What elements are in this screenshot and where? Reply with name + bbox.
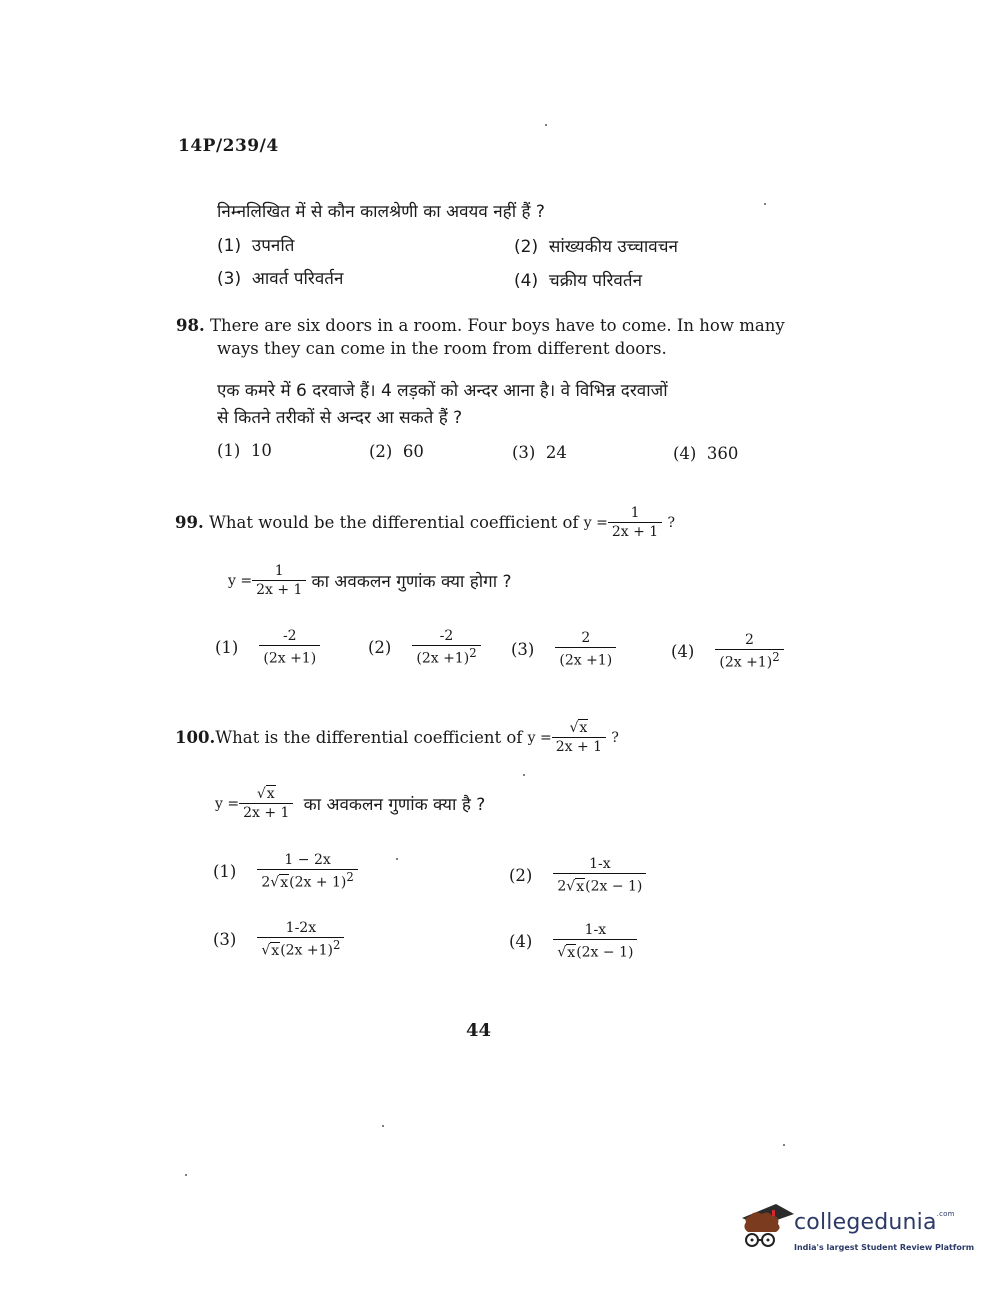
page-number: 44 bbox=[466, 1020, 492, 1041]
sqrt-sign: √ bbox=[256, 786, 266, 802]
fraction-denominator bbox=[259, 645, 320, 667]
q100-text-hi: का अवकलन गुणांक क्या है ? bbox=[303, 795, 486, 816]
denominator-text: (2x − 1) bbox=[576, 944, 634, 961]
q99-question bbox=[175, 505, 675, 540]
q100-question-hi bbox=[215, 786, 485, 821]
q100-option-1 bbox=[213, 852, 358, 891]
scan-speck bbox=[523, 774, 525, 776]
option-label: (2) bbox=[514, 237, 539, 257]
q98-option-3 bbox=[512, 443, 567, 462]
fraction-denominator: 2x + 1 bbox=[239, 803, 293, 821]
option-fraction bbox=[715, 632, 783, 671]
sqrt-sign: √ bbox=[557, 944, 567, 961]
mascot-icon bbox=[742, 1204, 794, 1246]
q98-question-line2: ways they can come in the room from different doors. bbox=[217, 339, 667, 358]
denominator-text: (2x +1) bbox=[719, 654, 773, 671]
radicand: x bbox=[280, 874, 289, 891]
option-label: (4) bbox=[509, 931, 533, 951]
option-label: (2) bbox=[509, 865, 533, 885]
q98-text-1: There are six doors in a room. Four boys have to come. In how many bbox=[209, 316, 785, 335]
fraction-denominator: 2x + 1 bbox=[252, 580, 306, 598]
fraction-numerator: 1 − 2x bbox=[284, 852, 331, 868]
radicand: x bbox=[266, 786, 275, 802]
option-fraction bbox=[553, 856, 646, 895]
option-label: (3) bbox=[511, 639, 535, 659]
denominator-text: (2x +1) bbox=[416, 650, 470, 667]
y-equals: y = bbox=[527, 729, 552, 746]
q99-option-1 bbox=[215, 628, 320, 667]
radicand: x bbox=[567, 944, 576, 961]
option-label: (3) bbox=[213, 929, 237, 949]
denominator-text: (2x − 1) bbox=[585, 878, 643, 895]
option-fraction bbox=[555, 630, 616, 669]
option-text: 24 bbox=[545, 443, 567, 462]
q98-number: 98. bbox=[176, 316, 205, 335]
fraction-denominator: 2x + 1 bbox=[552, 737, 606, 755]
option-label: (3) bbox=[217, 269, 242, 289]
option-label: (1) bbox=[213, 861, 237, 881]
q97-option-4 bbox=[514, 268, 642, 291]
option-label: (4) bbox=[673, 444, 697, 463]
y-equals: y = bbox=[228, 572, 253, 589]
q100-fraction bbox=[552, 720, 606, 755]
option-label: (1) bbox=[215, 637, 239, 657]
denominator-text: (2x +1) bbox=[263, 650, 317, 667]
q99-option-4 bbox=[671, 632, 784, 671]
sqrt-sign: √ bbox=[261, 942, 271, 959]
scan-speck bbox=[545, 124, 547, 126]
q98-option-2 bbox=[369, 442, 424, 461]
q100-fraction bbox=[239, 786, 293, 821]
radicand: x bbox=[579, 720, 588, 736]
fraction-denominator bbox=[555, 647, 616, 669]
q98-question-hi-line1: एक कमरे में 6 दरवाजे हैं। 4 लड़कों को अन्दर आना है। वे विभिन्न दरवाजों bbox=[217, 381, 668, 401]
option-text: 10 bbox=[250, 441, 272, 460]
option-label: (2) bbox=[369, 442, 393, 461]
denominator-coefficient: 2 bbox=[261, 874, 271, 891]
option-label: (3) bbox=[512, 443, 536, 462]
fraction-numerator: -2 bbox=[439, 628, 454, 644]
q97-question: निम्नलिखित में से कौन कालश्रेणी का अवयव नहीं हैं ? bbox=[217, 202, 545, 222]
option-fraction bbox=[257, 920, 344, 959]
q99-question-hi bbox=[228, 563, 512, 598]
denominator-text: (2x + 1) bbox=[289, 874, 347, 891]
option-label: (4) bbox=[671, 641, 695, 661]
option-label: (4) bbox=[514, 271, 539, 291]
fraction-denominator bbox=[553, 939, 637, 961]
fraction-denominator bbox=[412, 645, 480, 667]
q98-option-4 bbox=[673, 444, 738, 463]
question-mark: ? bbox=[667, 514, 675, 531]
y-equals: y = bbox=[215, 795, 240, 812]
option-text: 60 bbox=[402, 442, 424, 461]
fraction-numerator: -2 bbox=[282, 628, 297, 644]
option-text: 360 bbox=[706, 444, 739, 463]
paper-code: 14P/239/4 bbox=[178, 136, 279, 156]
option-text: चक्रीय परिवर्तन bbox=[548, 271, 643, 291]
q99-fraction bbox=[252, 563, 306, 598]
fraction-numerator: 2 bbox=[581, 630, 591, 646]
q99-option-3 bbox=[511, 630, 616, 669]
fraction-denominator bbox=[257, 937, 344, 959]
fraction-numerator: 1 bbox=[630, 505, 640, 521]
q97-option-1 bbox=[217, 233, 294, 256]
fraction-denominator: 2x + 1 bbox=[608, 522, 662, 540]
fraction-denominator bbox=[715, 649, 783, 671]
option-text: आवर्त परिवर्तन bbox=[251, 269, 344, 289]
q97-option-3 bbox=[217, 266, 343, 289]
scan-speck bbox=[396, 858, 398, 860]
fraction-numerator: 1-2x bbox=[285, 920, 317, 936]
brand-wordmark: collegedunia bbox=[794, 1210, 937, 1235]
option-fraction bbox=[412, 628, 480, 667]
q100-text: What is the differential coefficient of bbox=[215, 728, 523, 748]
fraction-numerator: 1-x bbox=[584, 922, 607, 938]
exponent: 2 bbox=[469, 646, 477, 661]
q98-question-hi-line2: से कितने तरीकों से अन्दर आ सकते हैं ? bbox=[217, 408, 463, 428]
option-label: (2) bbox=[368, 637, 392, 657]
option-text: उपनति bbox=[251, 236, 295, 256]
option-fraction bbox=[257, 852, 357, 891]
denominator-text: (2x +1) bbox=[280, 942, 334, 959]
option-label: (1) bbox=[217, 236, 242, 256]
scan-speck bbox=[185, 1174, 187, 1176]
fraction-numerator bbox=[253, 786, 280, 803]
brand-name bbox=[794, 1210, 955, 1235]
q99-text-hi: का अवकलन गुणांक क्या होगा ? bbox=[311, 572, 512, 593]
sqrt-sign: √ bbox=[566, 878, 576, 895]
q98-option-1 bbox=[217, 441, 272, 460]
q99-option-2 bbox=[368, 628, 481, 667]
radicand: x bbox=[576, 878, 585, 895]
option-fraction bbox=[259, 628, 320, 667]
q98-question-line1 bbox=[176, 316, 785, 335]
fraction-numerator: 1-x bbox=[589, 856, 611, 872]
fraction-numerator: 1 bbox=[274, 563, 284, 579]
sqrt-sign: √ bbox=[569, 720, 579, 736]
q100-option-4 bbox=[509, 922, 637, 961]
fraction-numerator: 2 bbox=[745, 632, 754, 648]
scan-speck bbox=[764, 203, 766, 205]
fraction-numerator bbox=[565, 720, 592, 737]
option-fraction bbox=[553, 922, 637, 961]
fraction-denominator bbox=[257, 869, 357, 891]
q99-fraction bbox=[608, 505, 662, 540]
denominator-text: (2x +1) bbox=[559, 652, 613, 669]
q99-number: 99. bbox=[175, 513, 204, 533]
exponent: 2 bbox=[772, 650, 780, 665]
scan-speck bbox=[783, 1144, 785, 1146]
option-label: (1) bbox=[217, 441, 241, 460]
q100-question bbox=[175, 720, 619, 755]
sqrt-sign: √ bbox=[270, 874, 280, 891]
scan-speck bbox=[382, 1125, 384, 1127]
q100-option-3 bbox=[213, 920, 344, 959]
q100-number: 100. bbox=[175, 728, 216, 748]
y-equals: y = bbox=[583, 514, 608, 531]
radicand: x bbox=[271, 942, 280, 959]
question-mark: ? bbox=[611, 729, 619, 746]
q99-text: What would be the differential coefficient of bbox=[208, 513, 579, 533]
q97-option-2 bbox=[514, 234, 678, 257]
option-text: सांख्यकीय उच्चावचन bbox=[548, 237, 678, 257]
brand-tagline: India's largest Student Review Platform bbox=[794, 1243, 975, 1252]
denominator-coefficient: 2 bbox=[557, 878, 567, 895]
fraction-denominator bbox=[553, 873, 646, 895]
brand-tld: .com bbox=[936, 1210, 955, 1218]
exponent: 2 bbox=[333, 938, 341, 953]
q100-option-2 bbox=[509, 856, 646, 895]
exponent: 2 bbox=[346, 870, 354, 885]
